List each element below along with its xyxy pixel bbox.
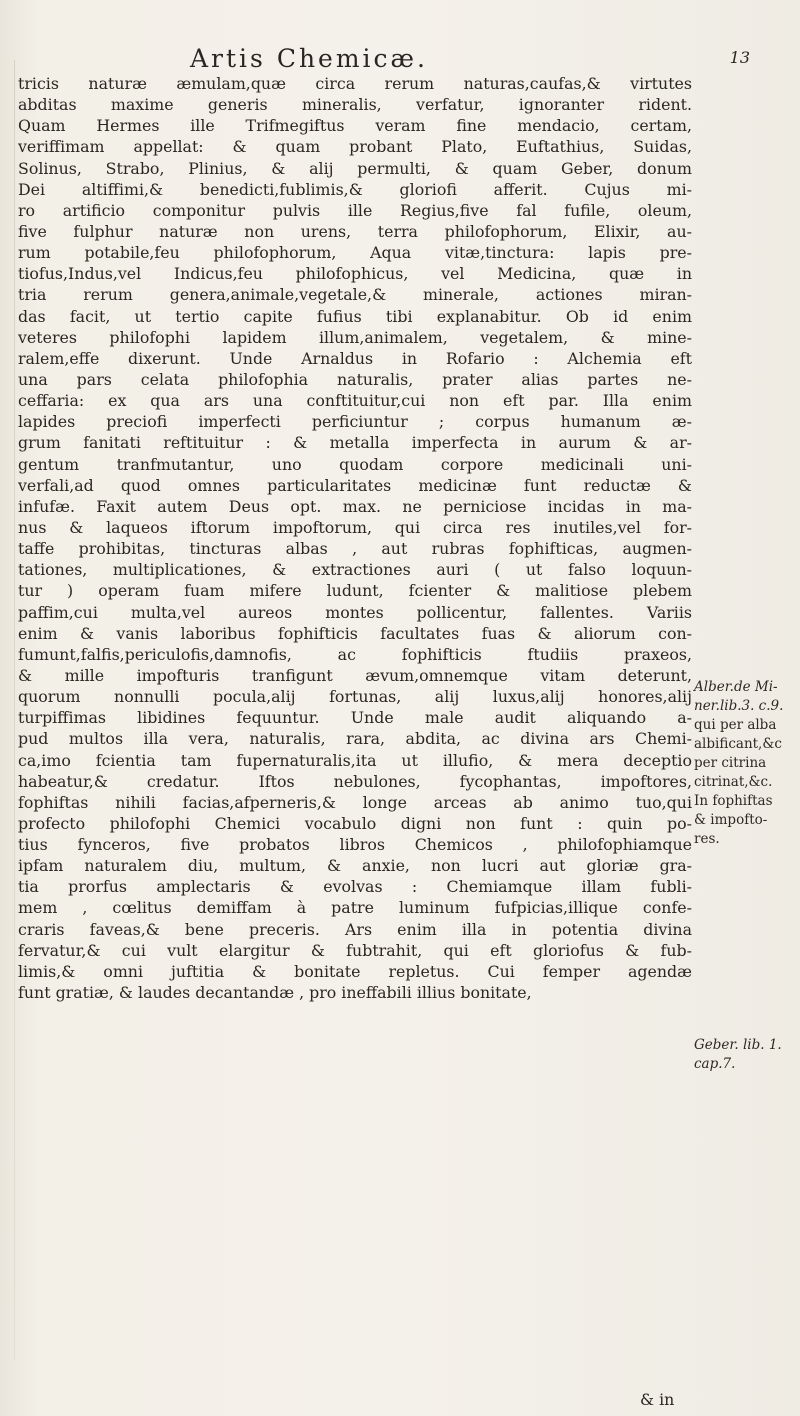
margin-note-albification [694,716,794,849]
text-line: ro artificio componitur pulvis ille Regius,five fal fufile, oleum, [18,200,692,220]
margin-note-line: qui per alba [694,717,777,733]
text-line: pud multos illa vera, naturalis, rara, abdita, ac divina ars Chemi- [18,729,692,749]
text-line: & mille impofturis tranfigunt ævum,omnemque vitam deterunt, [18,665,692,685]
margin-note-line: In fophiftas [694,793,773,809]
text-line: ca,imo fcientia tam fupernaturalis,ita ut illufio, & mera deceptio [18,750,692,770]
text-line: ceffaria: ex qua ars una conftituitur,cui non eft par. Illa enim [18,391,692,411]
text-line: turpiffimas libidines fequuntur. Unde male audit aliquando a- [18,708,692,728]
text-line: paffim,cui multa,vel aureos montes pollicentur, fallentes. Variis [18,602,692,622]
text-line: tria rerum genera,animale,vegetale,& minerale, actiones miran- [18,285,692,305]
text-line: fumunt,falfis,periculofis,damnofis, ac fophifticis ftudiis praxeos, [18,644,692,664]
body-text [18,73,692,1003]
text-line: habeatur,& credatur. Iftos nebulones, fycophantas, impoftores, [18,771,692,791]
text-line: tur ) operam fuam mifere ludunt, fcienter & malitiose plebem [18,581,692,601]
text-line: enim & vanis laboribus fophifticis facultates fuas & aliorum con- [18,623,692,643]
text-line: funt gratiæ, & laudes decantandæ , pro ineffabili illius bonitate, [18,983,532,1003]
text-line: taffe prohibitas, tincturas albas , aut rubras fophifticas, augmen- [18,539,692,559]
text-line: veriffimam appellat: & quam probant Plato, Euftathius, Suidas, [18,137,692,157]
margin-note-line: Geber. lib. 1. [694,1037,782,1053]
margin-note-line: res. [694,831,720,847]
margin-note-line: ner.lib.3. c.9. [694,698,784,714]
margin-note-line: & impofto- [694,812,768,828]
text-line: quorum nonnulli pocula,alij fortunas, alij luxus,alij honores,alij [18,687,692,707]
text-line: das facit, ut tertio capite fufius tibi explanabitur. Ob id enim [18,306,692,326]
text-line: verfali,ad quod omnes particularitates medicinæ funt reductæ & [18,475,692,495]
text-line: Quam Hermes ille Trifmegiftus veram fine mendacio, certam, [18,116,692,136]
text-line: profecto philofophi Chemici vocabulo digni non funt : quin po- [18,813,692,833]
text-line: tationes, multiplicationes, & extractiones auri ( ut falso loquun- [18,560,692,580]
gutter-crease [14,60,15,1360]
text-line: nus & laqueos iftorum impoftorum, qui circa res inutiles,vel for- [18,517,692,537]
text-line: craris faveas,& bene preceris. Ars enim illa in potentia divina [18,919,692,939]
margin-note-line: cap.7. [694,1056,736,1072]
text-line: ipfam naturalem diu, multum, & anxie, non lucri aut gloriæ gra- [18,856,692,876]
text-line: infufæ. Faxit autem Deus opt. max. ne perniciose incidas in ma- [18,496,692,516]
margin-note-line: Alber.de Mi- [694,679,778,695]
text-line: limis,& omni juftitia & bonitate repletus. Cui femper agendæ [18,961,692,981]
text-line: gentum tranfmutantur, uno quodam corpore medicinali uni- [18,454,692,474]
text-line: tius fynceros, five probatos libros Chemicos , philofophiamque [18,835,692,855]
text-line: mem , cœlitus demiffam à patre luminum fufpicias,illique confe- [18,898,692,918]
text-line: fervatur,& cui vult elargitur & fubtrahit, qui eft gloriofus & fub- [18,940,692,960]
text-line: Dei altiffimi,& benedicti,fublimis,& gloriofi afferit. Cujus mi- [18,179,692,199]
text-line: rum potabile,feu philofophorum, Aqua vitæ,tinctura: lapis pre- [18,243,692,263]
margin-note-alber [694,678,794,716]
text-line: ralem,effe dixerunt. Unde Arnaldus in Rofario : Alchemia eft [18,348,692,368]
margin-note-line: albificant,&c [694,736,782,752]
text-line: fophiftas nihili facias,afperneris,& longe arceas ab animo tuo,qui [18,792,692,812]
text-line: tiofus,Indus,vel Indicus,feu philofophicus, vel Medicina, quæ in [18,264,692,284]
text-line: tia prorfus amplectaris & evolvas : Chemiamque illam fubli- [18,877,692,897]
running-title: Artis Chemicæ. [190,44,428,73]
text-line: Solinus, Strabo, Plinius, & alij permulti, & quam Geber, donum [18,158,692,178]
text-line: five fulphur naturæ non urens, terra philofophorum, Elixir, au- [18,221,692,241]
text-line: tricis naturæ æmulam,quæ circa rerum naturas,caufas,& virtutes [18,74,692,93]
page-header [190,44,750,74]
margin-note-line: citrinat,&c. [694,774,773,790]
margin-note-line: per citrina [694,755,767,771]
text-line: veteres philofophi lapidem illum,animalem, vegetalem, & mine- [18,327,692,347]
text-line: abditas maxime generis mineralis, verfatur, ignoranter rident. [18,95,692,115]
text-line: una pars celata philofophia naturalis, prater alias partes ne- [18,369,692,389]
text-line: lapides preciofi imperfecti perficiuntur ; corpus humanum æ- [18,412,692,432]
catchword: & in [640,1390,675,1409]
page-number: 13 [729,48,750,67]
margin-note-geber [694,1036,794,1074]
text-line: grum fanitati reftituitur : & metalla imperfecta in aurum & ar- [18,433,692,453]
